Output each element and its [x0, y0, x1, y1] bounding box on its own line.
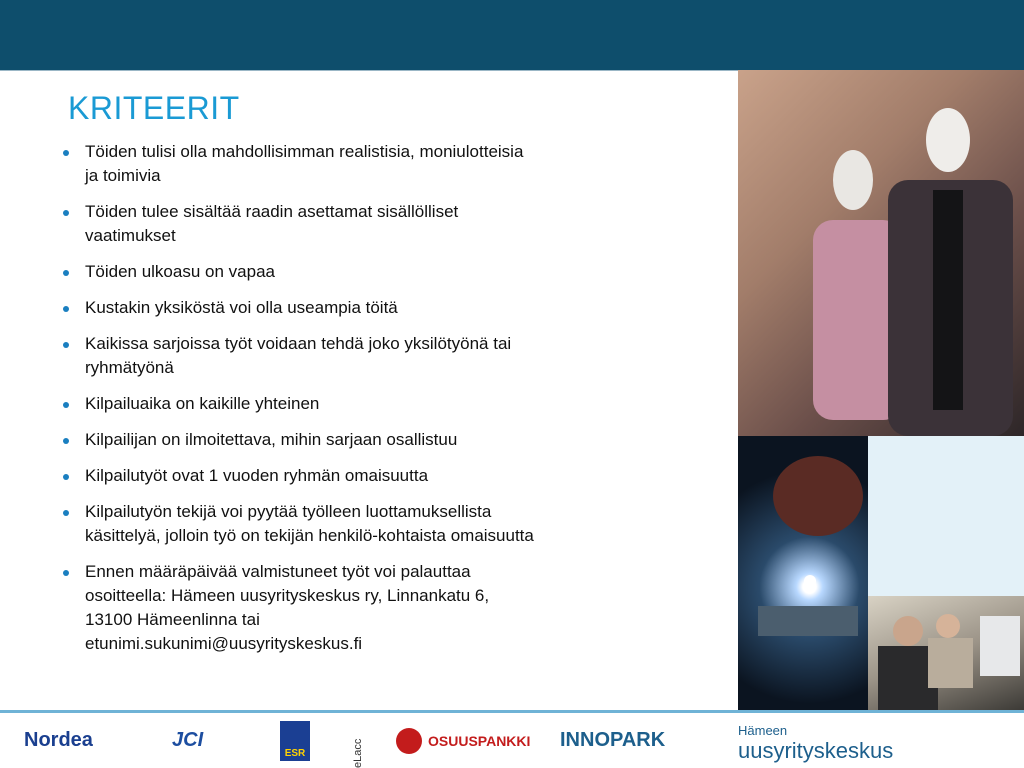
nordea-logo: Nordea — [24, 729, 93, 751]
bullet-item: Töiden ulkoasu on vapaa — [60, 260, 540, 284]
header-bar — [0, 0, 1024, 71]
welding-photo — [738, 436, 868, 710]
esr-logo: ESR — [280, 721, 310, 761]
osuuspankki-emblem-icon — [396, 728, 422, 754]
slide-title: KRITEERIT — [68, 90, 240, 126]
hameen-label: Hämeen — [738, 722, 788, 738]
bullet-item: Kustakin yksiköstä voi olla useampia töitä — [60, 296, 540, 320]
osuuspankki-logo — [396, 713, 530, 768]
elacc-logo: eLacc — [352, 738, 364, 768]
bullet-item: Töiden tulisi olla mahdollisimman realistisia, moniulotteisia ja toimivia — [60, 140, 540, 188]
bullet-item: Kilpailutyön tekijä voi pyytää työlleen luottamuksellista käsittelyä, jolloin työ on tekijän henkilö-kohtaista omaisuutta — [60, 500, 540, 548]
office-photo — [868, 596, 1024, 710]
bullet-item: Kilpailutyöt ovat 1 vuoden ryhmän omaisuutta — [60, 464, 540, 488]
bullet-item: Ennen määräpäivää valmistuneet työt voi palauttaa osoitteella: Hämeen uusyrityskeskus ry, Linnankatu 6, 13100 Hämeenlinna tai etunimi.sukunimi@uusyrityskeskus.fi — [60, 560, 540, 656]
sponsor-logos — [0, 713, 1024, 768]
innopark-logo: INNOPARK — [560, 729, 666, 751]
hameen-uusyrityskeskus-logo — [738, 713, 893, 768]
bullet-item: Kaikissa sarjoissa työt voidaan tehdä joko yksilötyönä tai ryhmätyönä — [60, 332, 540, 380]
uusyrityskeskus-label: uusyrityskeskus — [738, 737, 894, 763]
bullet-item: Kilpailijan on ilmoitettava, mihin sarjaan osallistuu — [60, 428, 540, 452]
criteria-list — [60, 140, 540, 668]
mannequin-photo — [738, 70, 1024, 436]
osuuspankki-text: OSUUSPANKKI — [428, 732, 531, 749]
bullet-item: Kilpailuaika on kaikille yhteinen — [60, 392, 540, 416]
jci-logo: JCI — [172, 729, 204, 751]
bullet-item: Töiden tulee sisältää raadin asettamat sisällölliset vaatimukset — [60, 200, 540, 248]
photo-blank — [868, 436, 1024, 596]
